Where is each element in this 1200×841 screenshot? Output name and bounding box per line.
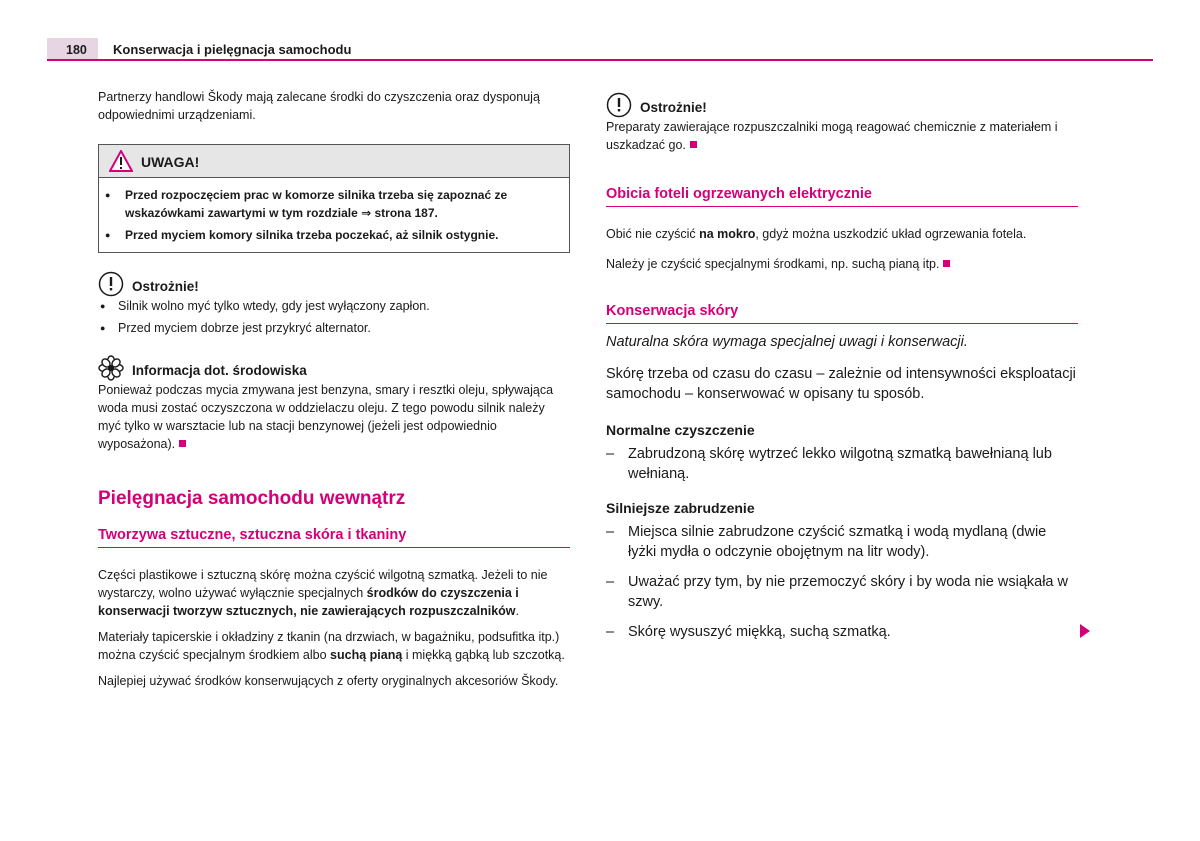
section-heading: Tworzywa sztuczne, sztuczna skóra i tkaniny <box>98 525 570 548</box>
warning-box <box>98 144 570 253</box>
caution-item: ● Silnik wolno myć tylko wtedy, gdy jest wyłączony zapłon. <box>98 297 570 315</box>
leather-heading: Konserwacja skóry <box>606 301 1078 324</box>
main-heading: Pielęgnacja samochodu wewnątrz <box>98 488 406 509</box>
flower-icon <box>98 355 124 381</box>
warning-item: ● Przed myciem komory silnika trzeba poczekać, aż silnik ostygnie. <box>103 226 565 244</box>
caution-header <box>98 271 570 297</box>
solvent-caution-text: Preparaty zawierające rozpuszczalniki mogą reagować chemicznie z materiałem i uszkadzać go. <box>606 120 1058 152</box>
fabric-paragraph: Materiały tapicerskie i okładziny z tkanin (na drzwiach, w bagażniku, podsufitka itp.) można czyścić specjalnym środkiem albo suchą pianą i miękką gąbką lub szczotką. <box>98 630 565 662</box>
heavy-dirt-step: – Miejsca silnie zabrudzone czyścić szmatką i wodą mydlaną (dwie łyżki mydła o odczynie obojętnym na litr wody). <box>606 522 1078 562</box>
caution-item: ● Przed myciem dobrze jest przykryć alternator. <box>98 319 570 337</box>
normal-cleaning-step: – Zabrudzoną skórę wytrzeć lekko wilgotną szmatką bawełnianą lub wełnianą. <box>606 444 1078 484</box>
warning-title: UWAGA! <box>141 154 200 170</box>
caution-title: Ostrożnie! <box>640 100 707 115</box>
page-header-title: Konserwacja i pielęgnacja samochodu <box>113 42 352 57</box>
accessories-paragraph: Najlepiej używać środków konserwujących z oferty oryginalnych akcesoriów Škody. <box>98 674 559 688</box>
warning-header <box>99 145 569 178</box>
environment-header <box>98 355 570 381</box>
plastics-paragraph: Części plastikowe i sztuczną skórę można czyścić wilgotną szmatką. Jeżeli to nie wystarczy, wolno używać wyłącznie specjalnych środków do czyszczenia i konserwacji tworzyw sztucznych, nie zawierających rozpuszczalników. <box>98 568 548 618</box>
right-column <box>606 92 1078 652</box>
exclamation-circle-icon <box>606 92 632 118</box>
end-square-icon <box>690 141 697 148</box>
leather-intro: Naturalna skóra wymaga specjalnej uwagi i konserwacji. <box>606 334 968 350</box>
caution-title: Ostrożnie! <box>132 279 199 294</box>
intro-paragraph: Partnerzy handlowi Škody mają zalecane środki do czyszczenia oraz dysponują odpowiednimi urządzeniami. <box>98 90 540 122</box>
seats-paragraph: Obić nie czyścić na mokro, gdyż można uszkodzić układ ogrzewania fotela. <box>606 227 1027 241</box>
header-rule <box>47 59 1153 61</box>
page-number-tab <box>47 38 98 60</box>
seats-paragraph-2: Należy je czyścić specjalnymi środkami, np. suchą pianą itp. <box>606 255 1078 273</box>
heavy-dirt-step: – Skórę wysuszyć miękką, suchą szmatką. <box>606 622 1078 642</box>
heavy-dirt-step: – Uważać przy tym, by nie przemoczyć skóry i by woda nie wsiąkała w szwy. <box>606 572 1078 612</box>
page-number: 180 <box>66 43 87 57</box>
heavy-dirt-heading: Silniejsze zabrudzenie <box>606 500 755 516</box>
seats-heading: Obicia foteli ogrzewanych elektrycznie <box>606 184 1078 207</box>
exclamation-circle-icon <box>98 271 124 297</box>
end-square-icon <box>179 440 186 447</box>
normal-cleaning-heading: Normalne czyszczenie <box>606 422 755 438</box>
warning-triangle-icon <box>109 150 133 172</box>
caution-header <box>606 92 1078 118</box>
environment-text: Ponieważ podczas mycia zmywana jest benzyna, smary i resztki oleju, spływająca woda musi zostać oczyszczona w oddzielaczu oleju. Z tego powodu silnik należy myć tylko w warsztacie lub na stacji benzynowej (jeżeli jest odpowiednio wyposażona). <box>98 383 554 451</box>
warning-item: ● Przed rozpoczęciem prac w komorze silnika trzeba się zapoznać ze wskazówkami zawartymi w tym rozdziale ⇒ strona 187. <box>103 186 565 222</box>
leather-paragraph: Skórę trzeba od czasu do czasu – zależnie od intensywności eksploatacji samochodu – konserwować w opisany tu sposób. <box>606 366 1076 402</box>
continue-arrow-icon <box>1080 624 1090 638</box>
left-column <box>98 88 570 698</box>
end-square-icon <box>943 260 950 267</box>
environment-title: Informacja dot. środowiska <box>132 363 307 378</box>
